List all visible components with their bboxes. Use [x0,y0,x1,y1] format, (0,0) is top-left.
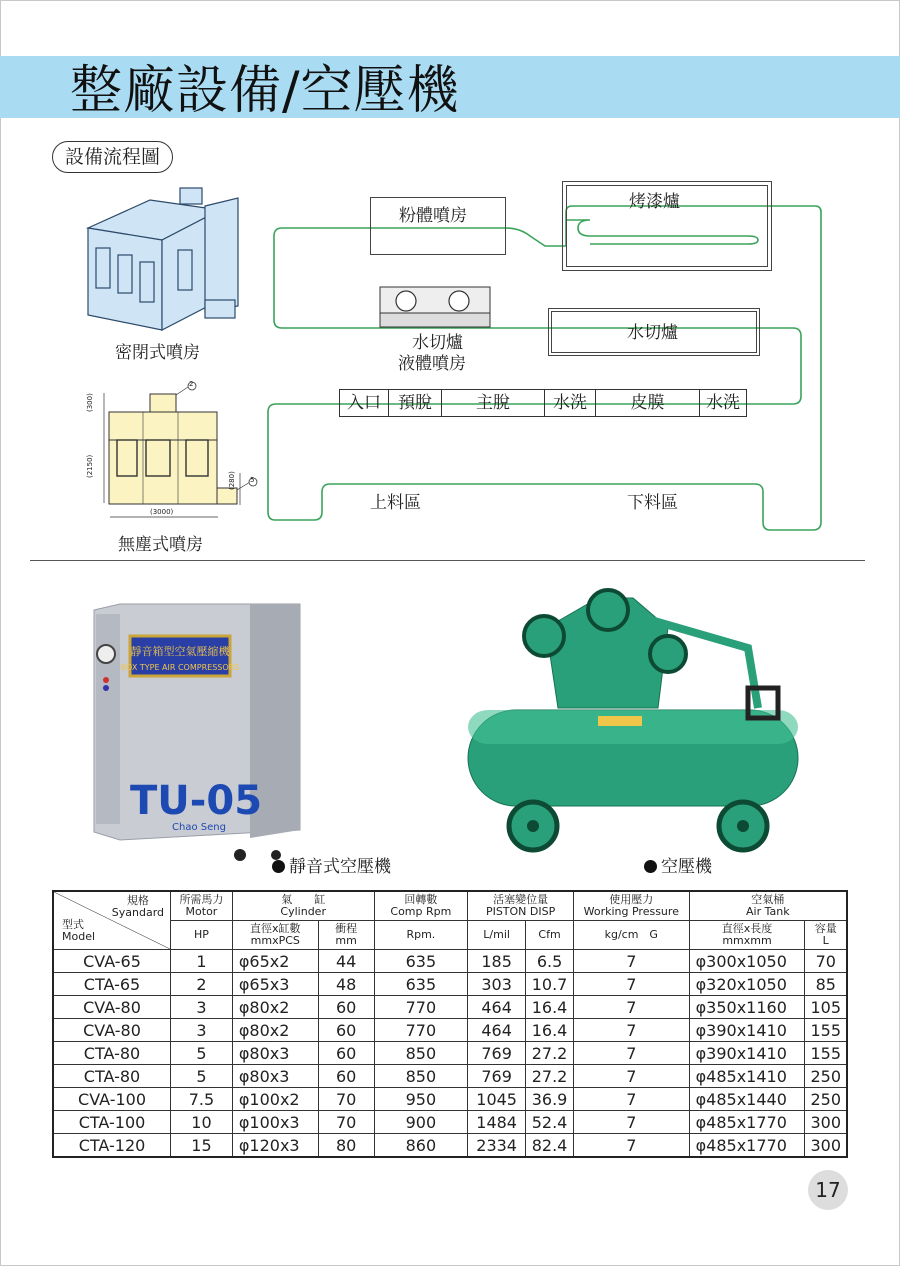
rpm-header [374,891,468,921]
stroke-unit [318,921,374,950]
unloading-area-label: 下料區 [627,493,678,513]
cell-cfm: 27.2 [526,1065,574,1088]
cell-capacity: 300 [805,1134,847,1158]
rpm-header-zh: 回轉數 [404,893,438,906]
capacity-unit [805,921,847,950]
pretreatment-line [339,389,747,417]
cell-hp: 1 [171,950,233,973]
rpm-unit: Rpm. [374,921,468,950]
cabinet-model-mark: TU-05 [130,778,263,824]
air-compressor-caption [644,852,712,877]
cell-hp: 3 [171,1019,233,1042]
cell-capacity: 85 [805,973,847,996]
cell-cfm: 36.9 [526,1088,574,1111]
stage-predegrease: 預脫 [389,390,442,416]
cell-rpm: 635 [374,973,468,996]
lmin-unit: L/mil [468,921,526,950]
cell-stroke: 60 [318,1042,374,1065]
water-oven-box [548,308,760,356]
closed-booth-label: 密閉式噴房 [115,343,200,363]
powder-booth-box [370,197,506,255]
disp-header-en: PISTON DISP [485,905,556,918]
cell-rpm: 850 [374,1065,468,1088]
table-row [53,950,847,973]
capacity-unit-zh: 容量 [814,922,837,935]
callout-2: 2 [189,380,194,388]
tank-dim-zh: 直徑x長度 [721,922,773,935]
cell-capacity: 155 [805,1042,847,1065]
motor-header [171,891,233,921]
tank-header [689,891,847,921]
tank-dim-unit [689,921,805,950]
cell-hp: 5 [171,1065,233,1088]
cell-hp: 7.5 [171,1088,233,1111]
stage-entrance: 入口 [340,390,389,416]
cell-pressure: 7 [574,996,690,1019]
cabinet-brand-mark: Chao Seng [172,822,226,833]
small-water-oven-label: 水切爐 [412,333,463,353]
table-row [53,1088,847,1111]
cell-tank-size: φ485x1770 [689,1134,805,1158]
cell-capacity: 155 [805,1019,847,1042]
cell-pressure: 7 [574,1042,690,1065]
section-heading: 設備流程圖 [52,141,173,173]
cell-pressure: 7 [574,1065,690,1088]
cell-pressure: 7 [574,973,690,996]
table-row [53,1065,847,1088]
cell-tank-size: φ485x1440 [689,1088,805,1111]
cell-cfm: 16.4 [526,996,574,1019]
cell-pressure: 7 [574,1019,690,1042]
table-row [53,996,847,1019]
motor-header-zh: 所需馬力 [179,893,224,906]
stage-rinse-2: 水洗 [706,393,740,413]
cell-tank-size: φ485x1410 [689,1065,805,1088]
cell-stroke: 70 [318,1088,374,1111]
cell-pressure: 7 [574,1134,690,1158]
cell-bore: φ80x2 [232,996,318,1019]
cell-hp: 3 [171,996,233,1019]
cell-cfm: 82.4 [526,1134,574,1158]
dim-3000: (3000) [150,508,174,516]
displacement-header [468,891,574,921]
table-header-row-1 [53,891,847,921]
standard-header-label: Syandard [111,906,165,919]
water-oven-label: 水切爐 [627,323,678,343]
cell-stroke: 60 [318,996,374,1019]
cell-lmin: 464 [468,996,526,1019]
section-divider [30,560,865,561]
cell-lmin: 769 [468,1042,526,1065]
small-water-oven-illustration [380,287,490,327]
stage-degrease: 主脫 [442,390,545,416]
table-row [53,1019,847,1042]
cell-stroke: 70 [318,1111,374,1134]
cell-hp: 5 [171,1042,233,1065]
cell-rpm: 770 [374,996,468,1019]
cell-model: CTA-65 [53,973,171,996]
spec-header-label: 規格 [126,894,149,907]
bore-unit-en: mmxPCS [250,934,300,947]
cell-rpm: 770 [374,1019,468,1042]
table-row [53,1111,847,1134]
cell-bore: φ100x3 [232,1111,318,1134]
cell-model: CVA-100 [53,1088,171,1111]
cabinet-plate-subtext: BOX TYPE AIR COMPRESSORS [120,663,240,672]
cylinder-header [232,891,374,921]
cell-capacity: 300 [805,1111,847,1134]
air-compressor-caption-text: 空壓機 [661,857,712,877]
silent-compressor-caption [272,852,391,877]
tank-header-en: Air Tank [746,905,790,918]
cell-cfm: 52.4 [526,1111,574,1134]
table-row [53,1042,847,1065]
cell-stroke: 60 [318,1019,374,1042]
cell-cfm: 10.7 [526,973,574,996]
cell-capacity: 105 [805,996,847,1019]
flow-diagram [0,0,900,560]
cell-lmin: 1484 [468,1111,526,1134]
paint-oven-box [562,181,772,271]
disp-header-zh: 活塞變位量 [493,893,549,906]
cell-lmin: 303 [468,973,526,996]
cell-model: CTA-120 [53,1134,171,1158]
cell-model: CVA-65 [53,950,171,973]
powder-booth-label: 粉體噴房 [399,206,467,226]
dim-280: (280) [228,471,236,490]
cell-capacity: 250 [805,1088,847,1111]
pressure-unit: kg/cm G [574,921,690,950]
silent-compressor-photo [90,600,310,875]
model-header-label: Model [62,930,96,943]
tank-dim-en: mmxmm [722,934,772,947]
cell-lmin: 1045 [468,1088,526,1111]
cabinet-plate-text: 靜音箱型空氣壓縮機 [130,645,230,658]
cell-bore: φ120x3 [232,1134,318,1158]
cell-stroke: 48 [318,973,374,996]
dim-2150: (2150) [86,454,94,478]
cell-lmin: 769 [468,1065,526,1088]
liquid-booth-label: 液體噴房 [398,354,466,374]
stroke-unit-en: mm [335,934,357,947]
callout-5: 5 [250,476,255,484]
pressure-header-zh: 使用壓力 [609,893,654,906]
cell-tank-size: φ350x1160 [689,996,805,1019]
cell-rpm: 950 [374,1088,468,1111]
pressure-header-en: Working Pressure [583,905,679,918]
dim-300: (300) [86,393,94,412]
cfm-unit: Cfm [526,921,574,950]
spec-table-body [53,950,847,1158]
cell-pressure: 7 [574,1088,690,1111]
cell-rpm: 635 [374,950,468,973]
table-row [53,1134,847,1158]
page-number: 17 [808,1170,848,1210]
cell-rpm: 900 [374,1111,468,1134]
cell-bore: φ100x2 [232,1088,318,1111]
cell-tank-size: φ485x1770 [689,1111,805,1134]
cell-tank-size: φ320x1050 [689,973,805,996]
cell-model: CTA-80 [53,1042,171,1065]
cell-model: CVA-80 [53,1019,171,1042]
type-header-label: 型式 [62,918,84,931]
cell-model: CTA-100 [53,1111,171,1134]
cell-capacity: 70 [805,950,847,973]
cell-rpm: 860 [374,1134,468,1158]
motor-header-en: Motor [185,905,218,918]
cell-cfm: 27.2 [526,1042,574,1065]
bore-unit-zh: 直徑x缸數 [250,922,301,935]
cell-bore: φ80x3 [232,1042,318,1065]
dustfree-booth-label: 無塵式噴房 [118,535,203,555]
cell-stroke: 60 [318,1065,374,1088]
stage-coating: 皮膜 [596,390,700,416]
cell-model: CVA-80 [53,996,171,1019]
cell-stroke: 80 [318,1134,374,1158]
cell-lmin: 464 [468,1019,526,1042]
bore-unit [232,921,318,950]
stroke-unit-zh: 衝程 [335,922,358,935]
pressure-header [574,891,690,921]
capacity-unit-en: L [822,934,829,947]
cell-capacity: 250 [805,1065,847,1088]
cell-hp: 10 [171,1111,233,1134]
dustfree-booth-illustration [104,382,257,517]
silent-compressor-caption-text: 靜音式空壓機 [289,857,391,877]
bullet-icon [644,860,657,873]
table-header-row-2 [53,921,847,950]
cell-tank-size: φ390x1410 [689,1042,805,1065]
cell-cfm: 6.5 [526,950,574,973]
cylinder-header-zh: 氣 缸 [281,893,326,906]
stage-rinse-1: 水洗 [545,390,596,416]
cell-bore: φ80x3 [232,1065,318,1088]
cell-lmin: 185 [468,950,526,973]
cell-bore: φ65x3 [232,973,318,996]
cell-bore: φ65x2 [232,950,318,973]
cell-tank-size: φ300x1050 [689,950,805,973]
closed-booth-illustration [88,188,238,330]
air-compressor-photo [458,588,818,858]
cell-pressure: 7 [574,950,690,973]
tank-header-zh: 空氣桶 [751,893,785,906]
spec-table [52,890,848,1158]
cell-cfm: 16.4 [526,1019,574,1042]
hp-unit: HP [171,921,233,950]
rpm-header-en: Comp Rpm [390,905,452,918]
cell-pressure: 7 [574,1111,690,1134]
cell-rpm: 850 [374,1042,468,1065]
page-title: 整廠設備/空壓機 [70,61,460,121]
cell-model: CTA-80 [53,1065,171,1088]
cell-hp: 2 [171,973,233,996]
cell-tank-size: φ390x1410 [689,1019,805,1042]
table-row [53,973,847,996]
bullet-icon [272,860,285,873]
loading-area-label: 上料區 [370,493,421,513]
cell-lmin: 2334 [468,1134,526,1158]
cell-bore: φ80x2 [232,1019,318,1042]
paint-oven-label: 烤漆爐 [629,192,680,212]
cell-stroke: 44 [318,950,374,973]
cylinder-header-en: Cylinder [280,905,326,918]
cell-hp: 15 [171,1134,233,1158]
spec-model-header [53,891,171,950]
